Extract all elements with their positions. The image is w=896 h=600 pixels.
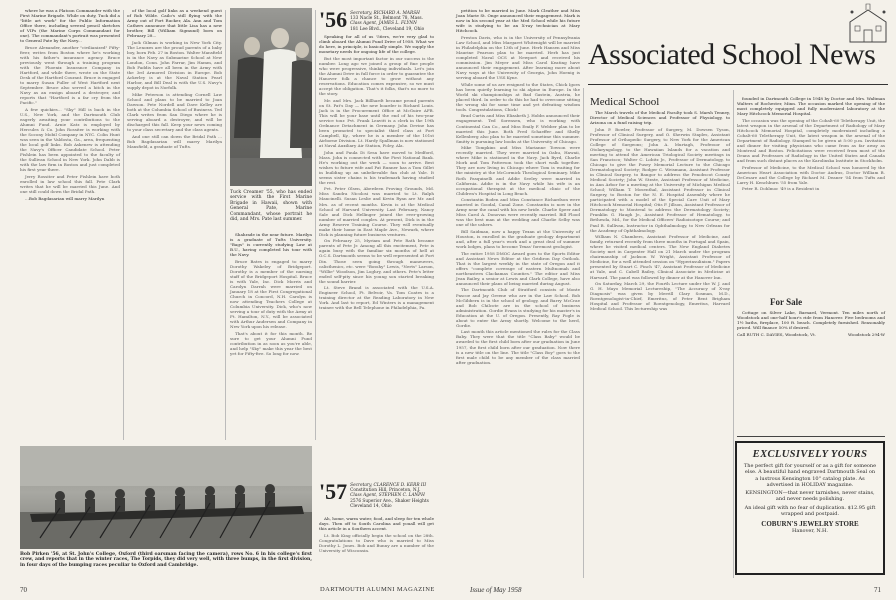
right-footer-issue: Issue of May 1958 xyxy=(470,586,522,594)
ad-top-rule xyxy=(737,436,885,437)
left-col3-text: Shahrade in the near future. Marilyn is a graduate of Tufts University. "Bags" is currently studying Law at B.U., having completed his tour with the Navy. Bruce Bates is engaged to marry Dorothy Wakeley of Bridgeport. Dorothy is a member of the nursing staff of the Bridgeport Hospital. Bruce is with Yale, Inc. Dick Morris and Carolyn Darrah were married on January 18 at the First Congregational Church in Concord, N.H. Carolyn is now attending Teachers College at Columbia University. Dick, who's now serving a tour of duty with the Army at Ft. Hamilton, N.Y., will be associated with Arthur Andersen and Company in New York upon his release. That's about it for this month. Be sure to get your Alumni Fund contribution in as soon as you're able, and help "Sky" make this year the best yet for Fifty-five. So long for now. xyxy=(230,232,312,357)
left-col1-filler: Bruce Alexander, another "civilianized" Fifty-fiver, writes from Boston where he's working with his father's insurance agency. Bruce previously went through a training program with the Phoenix Insurance Company in Hartford, and while there, wrote on the State Desk of the Hartford Courant. Bruce is engaged to marry Susan Fuller of West Hartford next September. Bruce also served a hitch in the Navy as an ensign aboard a destroyer, and reports that "Hartford is a far cry from the Pacific." xyxy=(20,44,120,106)
class-56-address2: 181 Lee Blvd., Cleveland 19, Ohio xyxy=(350,26,425,32)
left-rule-3 xyxy=(315,10,316,440)
crew-figures xyxy=(20,446,312,549)
associated-school-news-masthead: Associated School News xyxy=(588,38,876,71)
medical-school-title: Medical School xyxy=(590,96,660,108)
class-57-address2: 2576 Superior Ave., Shaker Heights Cleveland 14, Ohio xyxy=(350,498,429,509)
left-page-number: 70 xyxy=(20,586,27,594)
for-sale-title: For Sale xyxy=(770,297,803,307)
ad-paragraph-1: The perfect gift for yourself or as a gift for someone else. A beautiful hand engraved Dartmouth Seal on a lustrous Kensington 10" catalog plate. As advertised in HOLIDAY magazine. xyxy=(743,463,877,488)
class-56-header xyxy=(319,7,434,32)
ad-paragraph-2: KENSINGTON—that never tarnishes, never stains, and never needs polishing. xyxy=(745,490,875,503)
class-56-opening: Speaking for all of us '56ers, we're very glad to climb aboard the Alumni Fund Drive of 1958. What we do here, in principle, is basically simple. We supply the monetary needs for ongoing life of the college. xyxy=(319,34,434,55)
for-sale-text xyxy=(737,310,885,370)
class-57-secretary: Secretary, CLARENCE D. KERR III xyxy=(350,483,427,488)
right-col3-text: founded in Dartmouth College in 1948 by Doctor and Mrs. Waltman Walters of Rochester, Minn. The occasion marked the opening of the most completely equipped and fully modernized laboratory at the Mary Hitchcock Memorial Hospital. The occasion was the opening of the Cobalt-60 Teletherapy Unit, the latest weapon in the arsenal of the Department of Radiology of Mary Hitchcock Memorial Hospital, completely modernized including a Cobalt-60 Teletherapy Unit, the latest weapon in the arsenal of the Department of Radiology. Stamped to be given at 5:00 p.m. Invitation and dinner for visiting physicians who came from as far away as Montreal and Boston. Felicitations were received from most of the Deans and Professors of Radiology in the United States and Canada and from such distant places as the Karolinska Institute in Stockholm. Professor of Medicine, to the Medical School was honored by the American Heart Association with Doctor Andrus, Doctor William B. DeCesare and the College by Richard M. Deaner '54 from Tufts and Larry H. Kenchburn '55 from Yale. Peter R. Dohlmoc '49 is a Resident in xyxy=(737,96,885,192)
class-56-number: '56 xyxy=(319,7,348,32)
ad-store-town: Hanover, N.H. xyxy=(792,528,828,535)
left-col1-opening: where he was a Platoon Commander with the First Marine Brigade. While on duty, Tuck did a "little art work" for the Public Information Office there, including several pencil sketches of VIPs (the Marine Corps Commandant for one). The commandant's portrait was presented to General Pate by the Navy... xyxy=(20,8,120,44)
tuck-creamer-photo xyxy=(230,8,312,186)
ad-title: EXCLUSIVELY YOURS xyxy=(752,449,868,460)
left-col2-text: of the local golf links as a weekend guest of Rob Wilde. Cailo's still flying with the Army out of Fort Rucker, Ala. Ann and Tom Cathers announce that little Lisa has a new brother, Bill (William Sigmund) born on February 28... Jack Gilman is working in New York City. The Lenoxes are the proud parents of a baby boy, born Feb. 27 in Boston. Walter Mansfield is in the Navy as Submarine School at New London, Conn. John Farrar, Jim Hamm, and Bob Faddis have all been in the Army with the 3rd Armored Division in Europe. Bob Ackerley is at the Naval Station Pearl Harbor, and Bill Deal is with the U.S. Navy's supply depot in Norfolk. Mike Peterson is attending Cornell Law School and plans to be married to Joan Dawson. Pete Nordell and Dave Kelley are both at the Columbia School of Business. Ted Clark writes from San Diego where he is serving aboard a destroyer, and will be discharged this fall. Keep your news coming to your class secretary and the class agents. And one still can down the Bridal Path ... Bob Bagdasarian will marry Marilyn Mansfield, a graduate of Tufts. xyxy=(127,8,222,149)
right-col1-opening: petition to be married in June. Mark Cleather and Miss Joan Marie St. Onge announced their engagement. Mark is now in his second year at the Med School while his future wife is studying to be an X-ray technician at Mary Hitchcock. xyxy=(456,8,580,34)
oxford-crew-photo xyxy=(20,446,312,549)
right-col1-text: petition to be married in June. Mark Cleather and Miss Joan Marie St. Onge announced their engagement. Mark is now in his second year at the Med School while his future wife is studying to be an X-ray technician at Mary Hitchcock. Preston Davis, who is in the University of Pennsylvania Law School, and Miss Margaret Whitenight will be married in Philadelphia on the 13th of June. Herb Hansen and Miss Maurine Pearson plan to be married. Herb has just completed Naval OCS at Newport and received his commission. Jim Meyer and Miss Carol Keating have announced their engagement. After learning more about Navy ways at the University of Georgia, John Hoenig is serving aboard the USS Kyne. While some of us are resigned to the States, Chick Igoes has been quietly learning to ski alpine in Europe. In the World ski championships at Bad Gastein, Austria, he placed third. In order to do this he had to overcome sitting the wrong ski for some time and yet defeating wisdom tools. Congratulations, Chick! Brad Curtis and Miss Elizabeth J. Hobbs announced their engagement. Ted Sorensen, who is working with Continental Can Co., and Miss Emily F. Webber plan to be married this June. Both Fred Schaeffer and Shelly Kellenberg also plan to be married sometime this summer. Smitty is pursuing law books at the University of Chicago. Mike Tompkins and Miss Marianne Towson were recently married. They were married in Oahu, Hawaii, where Mike is stationed in the Navy. Jack Byrd, Charlie Mork and Tom Patterson took the short walk together. They are now living in Chicago where Tom is waiting for the ministry at the McCormick Theological Seminary. Mike Roth Pasquinelli and Addie Seeley were married in California. Addie is in the Navy while his wife is an occupational therapist at the medical clinic of the Children's Hospital in Long Beach. Constantin Boden and Miss Constance Richardson were married in Goodal, Canal Zone. Constantin is now in the Army near the canal with his new bride. Charlie Speer and Miss Carol A. Donovan were recently married. Bill Flood was the best man at the wedding and Charlie Selby was one of the ushers. Bill Saidman, now a happy Texan at the University of Houston, is enrolled in the graduate geology department and, after a full year's work and a great deal of summer work lodges, plans to become Texas' foremost geologist. The entire 1958 DMOC Award goes to the Sports Editor and Assistant News Editor at the Gridiron Day Outlook. That is the largest weekly in the state of Oregon and it offers "complete coverage of eastern Multnomah and northeastern Clackamas Counties." The editor and Miss Jean Bailey, a senior at Lewis and Clark College, have also announced their plans of being married during August. The Dartmouth Club of Stratford consists of Monte Pascoe and Jay Greene who are in the Law School. Bob McGibbern is in the school of geology, and Barry McCrae and Bob Chilcote are in the school of business administration. Gordie Evans is studying for his master's in Education at the U. of Oregon. Presently, Ray Fogle is about to enter the Army shortly. Welcome to the herd, Gordie. Last month this article mentioned the rules for the Class Baby. They were that the title "Class Baby" would be awarded to the first child born after our graduation in June 1957, the first child born after our graduation. Now there is a new title on the line. The title "Class Boy" goes to the first male child to be any member of the class married after graduation. xyxy=(456,8,580,365)
masthead-rule xyxy=(588,84,888,85)
class-57-opening: Ah, home, warm water, food, and sleep for ten whole days. Then off to South Carolina and youall will get this article in a Southern accent. xyxy=(319,516,434,532)
oxford-crew-caption: Bob Pirken '56, at St. John's College, Oxford (third oarsman facing the camera), rows No. 6 in his college's first crew, and reports that in the winter races, The Torpids, they did very well, with three bumps, in the first division, in four days of the bumping races peculiar to Oxford and Cambridge. xyxy=(20,552,312,568)
left-col1-text: where he was a Platoon Commander with the First Marine Brigade. While on duty, Tuck did a "little art work" for the Public Information Office there, including several pencil sketches of VIPs (the Marine Corps Commandant for one). The commandant's portrait was presented to General Pate by the Navy... Bruce Alexander, another "civilianized" Fifty-fiver, writes from Boston where he's working with his father's insurance agency. Bruce previously went through a training program with the Phoenix Insurance Company in Hartford, and while there, wrote on the State Desk of the Hartford Courant. Bruce is engaged to marry Susan Fuller of West Hartford next September. Bruce also served a hitch in the Navy as an ensign aboard a destroyer, and reports that "Hartford is a far cry from the Pacific." A few quickies... "Sky" Hill is back in the U.S., New York, and the Dartmouth Club eagerly awaiting your contributions to the Alumni Fund. Arnie Katz is employed by Hercules & Co. John Rossiter is working with the Socony Mobil Company in NYC. Colin Hunt was seen in the Valdosta, Ga., area, frequenting the local golf links. Bob Askenew is attending the Navy's Officer Candidate School. Peter Fishlein has been appointed to the faculty of the Sullivan School in New York. John Dabb is with the law firm in Boston and just completed his first year there. Jerry Rossiter and Peter Fishlein have both enrolled in law school this fall. Pete Clark writes that he will be married this June. And one still could down the Bridal Path. ...Bob Bagdasarian will marry Marilyn xyxy=(20,8,120,201)
left-rule-1 xyxy=(123,10,124,440)
left-running-footer: DARTMOUTH ALUMNI MAGAZINE xyxy=(320,586,435,593)
class-57-text: Ah, home, warm water, food, and sleep for ten whole days. Then off to South Carolina and youall will get this article in a Southern accent. Lt. Bob King officially begin the school on the 28th. Congratulations to Dave who is married to Miss Dorothy L. Jones. Bob and Bunny are a number of the University of Wisconsin. xyxy=(319,516,434,553)
right-page-number: 71 xyxy=(874,586,881,594)
left-col2-opening: of the local golf links as a weekend guest of Rob Wilde. Cailo's still flying with the Army out of Fort Rucker, Ala. Ann and Tom Cathers announce that little Lisa has a new brother, Bill (William Sigmund) born on February 28... xyxy=(127,8,222,39)
exclusively-yours-ad xyxy=(735,441,885,575)
class-56-secretary: Secretary, RICHARD A. MARSH xyxy=(350,11,420,16)
school-sketch-icon xyxy=(846,4,890,44)
ad-paragraph-3: An ideal gift with no fear of duplication. $12.95 gift wrapped and postpaid. xyxy=(744,504,876,518)
for-sale-body: Cottage on Silver Lake, Barnard, Vermont. Ten miles north of Woodstock and one-half hour's ride from Hanover. Five bedrooms and 1½ baths, fireplace, 100 ft. beach. Completely furnished. Reasonably priced. Will finance 50% if desired. xyxy=(737,310,885,331)
tuck-creamer-caption: Tuck Creamer '55, who has ended service with the First Marine Brigade in Hawaii, shown with General Pate, Marine Commandant, whose portrait he did, and Mrs. Pate last summer. xyxy=(230,190,312,223)
class-57-address1: Constitution Hill, Princeton, N.J. xyxy=(350,488,421,494)
right-rule-2 xyxy=(733,90,734,578)
medical-school-opening: The March travels of the Medical Faculty took S. Marsh Tenney, Director of Medical Sciences and Professor of Physiology, to Arizona on a fund raising trip. xyxy=(590,110,730,126)
left-col1-bottom: ...Bob Bagdasarian will marry Marilyn xyxy=(25,195,105,201)
right-col3-opening: founded in Dartmouth College in 1948 by Doctor and Mrs. Waltman Walters of Rochester, Minn. The occasion marked the opening of the most completely equipped and fully modernized laboratory at the Mary Hitchcock Memorial Hospital. xyxy=(737,96,885,117)
photo-figures xyxy=(230,8,312,186)
medical-school-text: The March travels of the Medical Faculty took S. Marsh Tenney, Director of Medical Sciences and Professor of Physiology, to Arizona on a fund raising trip. John P. Bowler, Professor of Surgery, M. Dowsen Tyson, Professor of Clinical Surgery, and O. Sherwin Staples, Assistant Professor of Orthopedic Surgery, to New York for the American College of Surgeons; John A. Murtagh, Professor of Otolaryngology, to the Hawaiian Islands for a vacation and meeting to attend the American Triological Society meetings in San Francisco; Walter C. Lobitz Jr., Professor of Dermatology, to Chicago to give the Pusey Memorial Lecture to the Chicago Dermatological Society; Rodger C. Weismann, Assistant Professor in Clinical Surgery, to Bangor to address the Penobscot County Medical Society; John W. Strate, Assistant Professor of Medicine, in Ann Arbor for a meeting at the University of Michigan Medical School; William T. Mosenthal, Assistant Professor in Clinical Surgery, to Boston for the N. E. Hospital Assembly where he participated with a model of the Special Care Unit of Mary Hitchcock Memorial Hospital; Otis F. Jillson, Assistant Professor of Dermatology to Montreal to address the Dermatology Society; Franklin G. Haugh Jr., Assistant Professor of Hematology, to Bethesda, Md., for the Medical Officers' Radioisotope Course; and Paul B. Sullivan, Instructor in Ophthalmology, to New Orleans for the Academy of Ophthalmology. William N. Chambers, Assistant Professor of Medicine, and family, returned recently from three months in Portugal and Spain, where he visited medical centers. The New England Diabetes Society met in Carpenter Hall on 21 March under the program chairmanship of Jackson W. Wright, Assistant Professor of Medicine, for a well attended session on "Hyperinsulinism." Papers presented by Stuart C. Finch '47, Assistant Professor of Medicine at Yale, and C. Cabell Bailey, Clinical Associate in Medicine at Harvard. The panel was followed by dinner at the Hanover Inn. On Saturday, March 29, the Fourth Lecture under the W. J. and G. H. Mayo Memorial Lectureship, "The Accuracy of X-ray Diagnosis" was given by Merrill Clary Sosman, M.D., Roentgenologist-in-Chief, Emeritus, of Peter Bent Brigham Hospital and Professor of Roentgenology, Emeritus, Harvard Medical School. This lectureship was xyxy=(590,110,730,312)
class-57-agent: Class Agent, STEPHEN C. LANPH xyxy=(350,493,425,499)
class-56-agent: Class Agent, JAMES L. FLYNN xyxy=(350,21,417,27)
left-rule-2 xyxy=(225,10,226,440)
class-56-address1: 133 Nacle St., Belmont 78, Mass. xyxy=(350,16,424,22)
class-57-header xyxy=(319,479,434,509)
class-57-number: '57 xyxy=(319,479,348,504)
class-56-text: Speaking for all of us '56ers, we're very glad to climb aboard the Alumni Fund Drive of 1958. What we do here, in principle, is basically simple. We supply the monetary needs for ongoing life of the college. But the most important factor in our success is the number. Long ago we joined a group of fine people who were progressive, thinking individuals. Let's join the Alumni Drive in full force in order to guarantee the Hanover folk a chance to grow without any reservations. Education comes expensive, so we must accept the obligation. That's it folks, that's no more to the story. Mr. and Mrs. Jack Billhardt became proud parents on St. Pat's Day — the new boarder is Richard Louis. Jack is in the Procurement Office at McGuire AFB. This will be your base until the end of his two-year service tour. Pvt. Frank Leavitt is a clerk in the 19th Ordnance Detachment in Germany. John Devine has been promoted to specialist third class at Fort Campbell, Ky., where he is a member of the 101st Airborne Division. Lt. Hardy Spallman is now stationed at Naval Auxiliary Air Station, Foley, Ala. John and Paula Di Sesa have moved to Medford, Mass. John is connected with the First National Bank. He's working out the week — soon to arrive. Best wishes to future wife and Pat Runner has a Tom Gillet in building up an unbelievable fan club at Yale. It seems sister chains is his trademark having studied the rest. Pvt. Peter Olsen, Aberdeen Proving Grounds, Md. Miss Sandra Nicolosi was married to Lt. Ralph Mancinelli. Susan Leslie and Kevin Ryan are Mr. and Mrs. as of recent months. Kevin is at the Medical School of Harvard University. Last February, Nancy Sale and Dick Hellinger joined the ever-growing number of married couples. At present, Dick is in the Army Reserve Training Course. They will eventually make their home in East Maple Ave., Newark, where Dick is planning future business ventures. On February 25, Myriam and Pete Rath became parents of Pete Jr. Among all this excitement, Pete is again busy with the familiar six months of hell at O.C.S. Dartmouth seems to be well represented at Fort Dix. Those seen going through maneuvers, calisthenics, etc. were "Bosshy" Lewis, "Nerts" Larson, "Willie" Woodson, Jim Loghry, and others. Pete's letter ended self-pity since his young son started breaking the sound barrier. Lt. Steve Brand is associated with the U.S.A. Engineer School, Ft. Belvoir, Va. Tom Coates is a training director at the Reading Laboratory in New York. And last to report, Ed Winters is a management trainee with the Bell Telephone in Philadelphia, Pa. xyxy=(319,34,434,311)
for-sale-contact: Call RUTH C. DAVIES, Woodstock, Vt. xyxy=(737,331,817,337)
ad-store-name: COBURN'S JEWELRY STORE xyxy=(761,520,859,529)
left-col3-opening: Shahrade in the near future. Marilyn is a graduate of Tufts University. "Bags" is currently studying Law at B.U., having completed his tour with the Navy. xyxy=(230,232,312,258)
for-sale-phone: Woodstock 294-W xyxy=(848,331,885,337)
right-rule-1 xyxy=(583,88,584,578)
